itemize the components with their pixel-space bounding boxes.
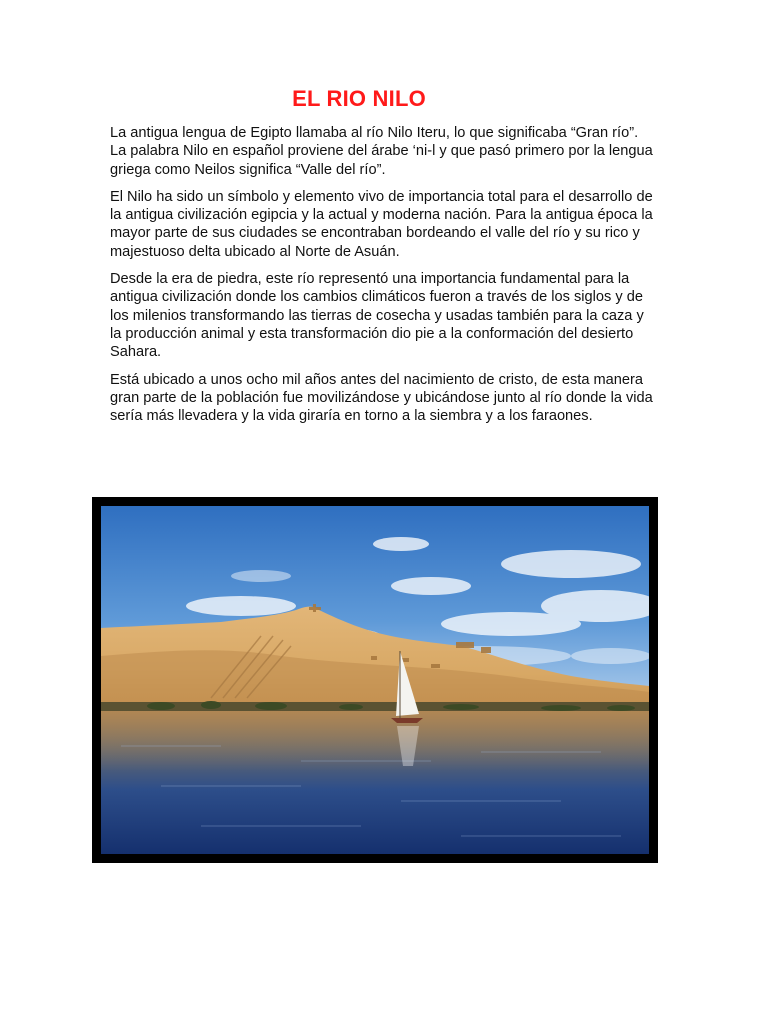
paragraph-2: El Nilo ha sido un símbolo y elemento vivo de importancia total para el desarrollo de la antigua civilización egipcia y la actual y moderna nación. Para la antigua época la mayor parte de sus ciudades se encontraban bordeando el valle del río y su rico y majestuoso delta ubicado al Norte de Asuán. <box>110 188 653 260</box>
page-title: EL RIO NILO <box>292 86 426 111</box>
document-body <box>110 124 658 434</box>
paragraph-4: Está ubicado a unos ocho mil años antes del nacimiento de cristo, de esta manera gran parte de la población fue movilizándose y ubicándose junto al río donde la vida sería más llevadera y la vida giraría en torno a la siembra y a los faraones. <box>110 371 653 425</box>
hill-reflection <box>101 711 649 771</box>
paragraph-3: Desde la era de piedra, este río representó una importancia fundamental para la antigua civilización donde los cambios climáticos fueron a través de los siglos y de los milenios transformando las tierras de cosecha y usadas también para la caza y la producción animal y esta transformación dio pie a la conformación del desierto Sahara. <box>110 271 644 361</box>
nile-photo-frame <box>92 497 658 863</box>
nile-photo <box>101 506 649 854</box>
paragraph-1: La antigua lengua de Egipto llamaba al río Nilo Iteru, lo que significaba “Gran río”. La palabra Nilo en español proviene del árabe ‘ni-l y que pasó primero por la lengua griega como Neilos significa “Valle del río”. <box>110 125 653 178</box>
